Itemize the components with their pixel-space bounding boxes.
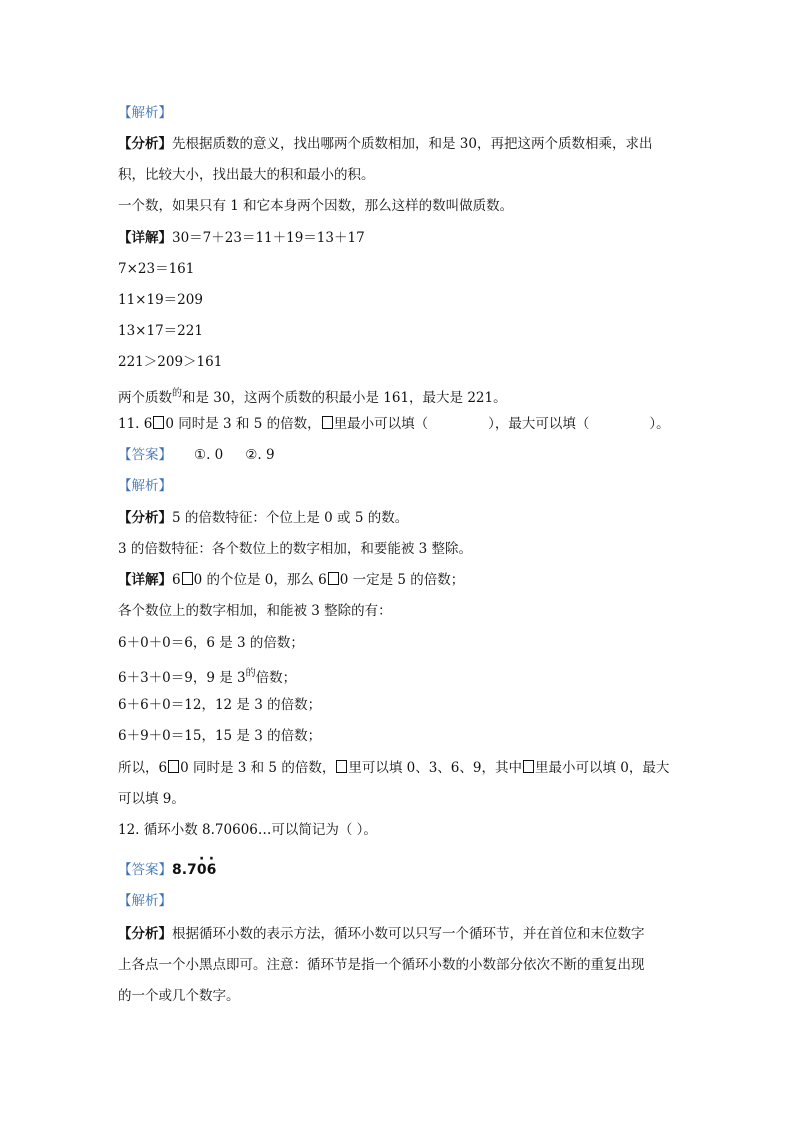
analysis-heading: 【解析】 [118,105,172,121]
detail-line: 6＋0＋0＝6，6 是 3 的倍数； [118,635,304,651]
detail-line: 可以填 9。 [118,791,185,807]
answer-line: 【答案】8.7· 0· 6 [118,862,216,878]
blank-box [322,416,333,429]
detail-line: 【详解】30＝7＋23＝11＋19＝13＋17 [118,230,365,246]
blank-box [168,760,179,773]
detail-line: 11×19＝209 [118,292,203,308]
question-11: 11. 6 0 同时是 3 和 5 的倍数， 里最小可以填（ ），最大可以填（ ）。 [118,416,670,432]
detail-line: 两个质数$^的$和是 30，这两个质数的积最小是 161，最大是 221。 [118,388,507,406]
blank-box [336,760,347,773]
blank-box [153,416,164,429]
detail-line: 6＋9＋0＝15，15 是 3 的倍数； [118,728,322,744]
detail-line: 7×23＝161 [118,261,195,277]
analysis-heading: 【解析】 [118,478,172,494]
analysis-heading: 【解析】 [118,893,172,909]
blank-box [523,760,534,773]
analysis-line: 【分析】先根据质数的意义，找出哪两个质数相加，和是 30，再把这两个质数相乘，求出 [118,136,653,152]
answer-line: 【答案】 ①. 0 ②. 9 [118,447,275,463]
analysis-line: 的一个或几个数字。 [118,988,240,1004]
blank-box [182,572,193,585]
question-12: 12. 循环小数 8.70606…可以简记为（ ）。 [118,822,377,838]
analysis-line: 3 的倍数特征：各个数位上的数字相加，和要能被 3 整除。 [118,541,473,557]
analysis-line: 【分析】根据循环小数的表示方法，循环小数可以只写一个循环节，并在首位和末位数字 [118,926,645,942]
analysis-line: 一个数，如果只有 1 和它本身两个因数，那么这样的数叫做质数。 [118,198,514,214]
detail-line: 13×17＝221 [118,323,203,339]
detail-line: 6＋3＋0＝9，9 是 $3^的$倍数； [118,668,297,686]
blank-box [328,572,339,585]
detail-line: 【详解】6 0 的个位是 0，那么 6 0 一定是 5 的倍数； [118,572,465,588]
analysis-line: 积，比较大小，找出最大的积和最小的积。 [118,167,375,183]
detail-line: 6＋6＋0＝12，12 是 3 的倍数； [118,697,322,713]
detail-line: 各个数位上的数字相加，和能被 3 整除的有： [118,603,392,619]
analysis-line: 上各点一个小黑点即可。注意：循环节是指一个循环小数的小数部分依次不断的重复出现 [118,957,645,973]
detail-line: 221＞209＞161 [118,354,223,370]
analysis-line: 【分析】5 的倍数特征：个位上是 0 或 5 的数。 [118,510,409,526]
detail-line: 所以，6 0 同时是 3 和 5 的倍数， 里可以填 0、3、6、9，其中 里最小可以填 0，最大 [118,760,670,776]
